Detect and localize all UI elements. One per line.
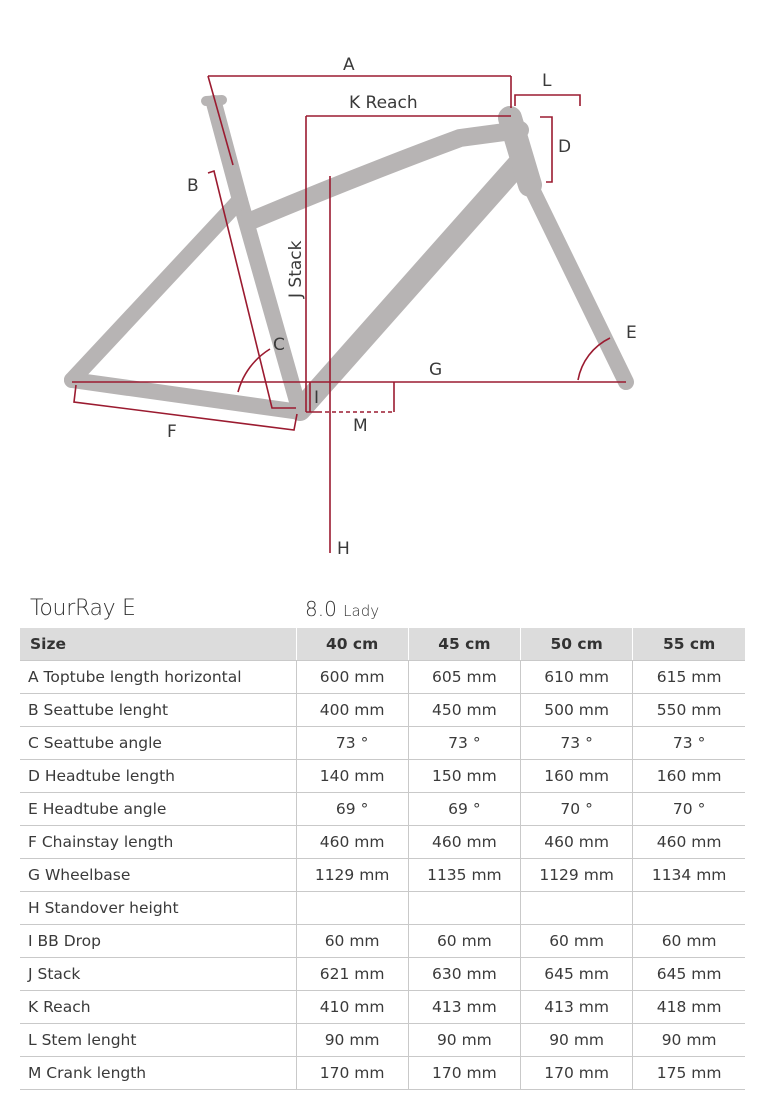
row-label: L Stem lenght (20, 1024, 296, 1057)
table-cell: 160 mm (521, 760, 633, 793)
table-cell: 140 mm (296, 760, 408, 793)
row-label: J Stack (20, 958, 296, 991)
table-cell: 630 mm (408, 958, 520, 991)
table-body (20, 661, 745, 1090)
table-cell (521, 892, 633, 925)
table-cell: 418 mm (633, 991, 745, 1024)
table-row (20, 694, 745, 727)
dimension-label-b: B (187, 176, 199, 196)
table-row (20, 859, 745, 892)
dimension-label-e: E (626, 323, 637, 343)
table-row (20, 727, 745, 760)
table-row (20, 760, 745, 793)
table-cell: 70 ° (633, 793, 745, 826)
table-cell: 645 mm (633, 958, 745, 991)
table-cell (408, 892, 520, 925)
table-cell: 69 ° (296, 793, 408, 826)
table-cell: 170 mm (521, 1057, 633, 1090)
table-header-row (20, 628, 745, 661)
table-row (20, 793, 745, 826)
table-cell: 645 mm (521, 958, 633, 991)
table-cell: 413 mm (521, 991, 633, 1024)
table-row (20, 925, 745, 958)
table-cell: 460 mm (296, 826, 408, 859)
column-header: 45 cm (408, 628, 520, 661)
dimension-label-c: C (273, 335, 285, 355)
model-version: 8.0 (305, 597, 337, 621)
table-cell: 60 mm (408, 925, 520, 958)
dimension-label-g: G (429, 360, 443, 380)
table-row (20, 892, 745, 925)
dimension-label-d: D (558, 137, 572, 157)
model-variant (305, 597, 379, 621)
table-row (20, 991, 745, 1024)
model-variant-label: Lady (343, 602, 380, 620)
row-label: A Toptube length horizontal (20, 661, 296, 694)
table-cell: 60 mm (633, 925, 745, 958)
table-cell (296, 892, 408, 925)
column-header: 40 cm (296, 628, 408, 661)
row-label: B Seattube lenght (20, 694, 296, 727)
row-label: E Headtube angle (20, 793, 296, 826)
table-cell: 500 mm (521, 694, 633, 727)
row-label: D Headtube length (20, 760, 296, 793)
table-cell: 90 mm (521, 1024, 633, 1057)
dimension-label-a: A (343, 55, 355, 75)
table-cell: 1134 mm (633, 859, 745, 892)
table-cell: 460 mm (408, 826, 520, 859)
table-cell: 605 mm (408, 661, 520, 694)
table-row (20, 958, 745, 991)
table-cell: 610 mm (521, 661, 633, 694)
geometry-table (20, 628, 745, 1090)
table-cell: 69 ° (408, 793, 520, 826)
bike-frame (72, 100, 626, 412)
dimension-label-k: K Reach (349, 93, 418, 113)
table-cell: 1129 mm (521, 859, 633, 892)
table-cell: 600 mm (296, 661, 408, 694)
table-title-row (30, 596, 750, 626)
table-cell: 400 mm (296, 694, 408, 727)
row-label: C Seattube angle (20, 727, 296, 760)
table-cell: 70 ° (521, 793, 633, 826)
dimension-label-m: M (353, 416, 368, 436)
row-label: F Chainstay length (20, 826, 296, 859)
dimension-label-h: H (337, 539, 350, 559)
table-cell: 73 ° (521, 727, 633, 760)
column-header: 55 cm (633, 628, 745, 661)
row-label: H Standover height (20, 892, 296, 925)
table-cell: 60 mm (521, 925, 633, 958)
table-cell: 170 mm (296, 1057, 408, 1090)
table-cell: 160 mm (633, 760, 745, 793)
table-cell: 73 ° (296, 727, 408, 760)
row-label: I BB Drop (20, 925, 296, 958)
column-header: 50 cm (521, 628, 633, 661)
model-name: TourRay E (30, 596, 136, 621)
table-cell: 150 mm (408, 760, 520, 793)
dimension-label-i: I (314, 388, 320, 408)
table-cell: 90 mm (633, 1024, 745, 1057)
table-cell: 460 mm (633, 826, 745, 859)
table-row (20, 1024, 745, 1057)
row-label: G Wheelbase (20, 859, 296, 892)
dimension-label-j: J Stack (286, 240, 306, 298)
dimension-label-f: F (167, 422, 177, 442)
table-row (20, 1057, 745, 1090)
table-cell: 90 mm (296, 1024, 408, 1057)
table-cell: 615 mm (633, 661, 745, 694)
table-cell: 550 mm (633, 694, 745, 727)
table-cell: 73 ° (408, 727, 520, 760)
table-cell: 413 mm (408, 991, 520, 1024)
table-cell: 170 mm (408, 1057, 520, 1090)
table-cell: 90 mm (408, 1024, 520, 1057)
dimension-label-l: L (542, 71, 552, 91)
table-cell: 460 mm (521, 826, 633, 859)
table-cell: 450 mm (408, 694, 520, 727)
dimension-lines (72, 76, 626, 553)
table-cell: 1135 mm (408, 859, 520, 892)
table-cell (633, 892, 745, 925)
row-label: K Reach (20, 991, 296, 1024)
table-cell: 410 mm (296, 991, 408, 1024)
table-cell: 621 mm (296, 958, 408, 991)
table-cell: 73 ° (633, 727, 745, 760)
table-cell: 1129 mm (296, 859, 408, 892)
table-row (20, 826, 745, 859)
row-label: M Crank length (20, 1057, 296, 1090)
column-header-size: Size (20, 628, 296, 661)
table-cell: 175 mm (633, 1057, 745, 1090)
table-cell: 60 mm (296, 925, 408, 958)
table-row (20, 661, 745, 694)
